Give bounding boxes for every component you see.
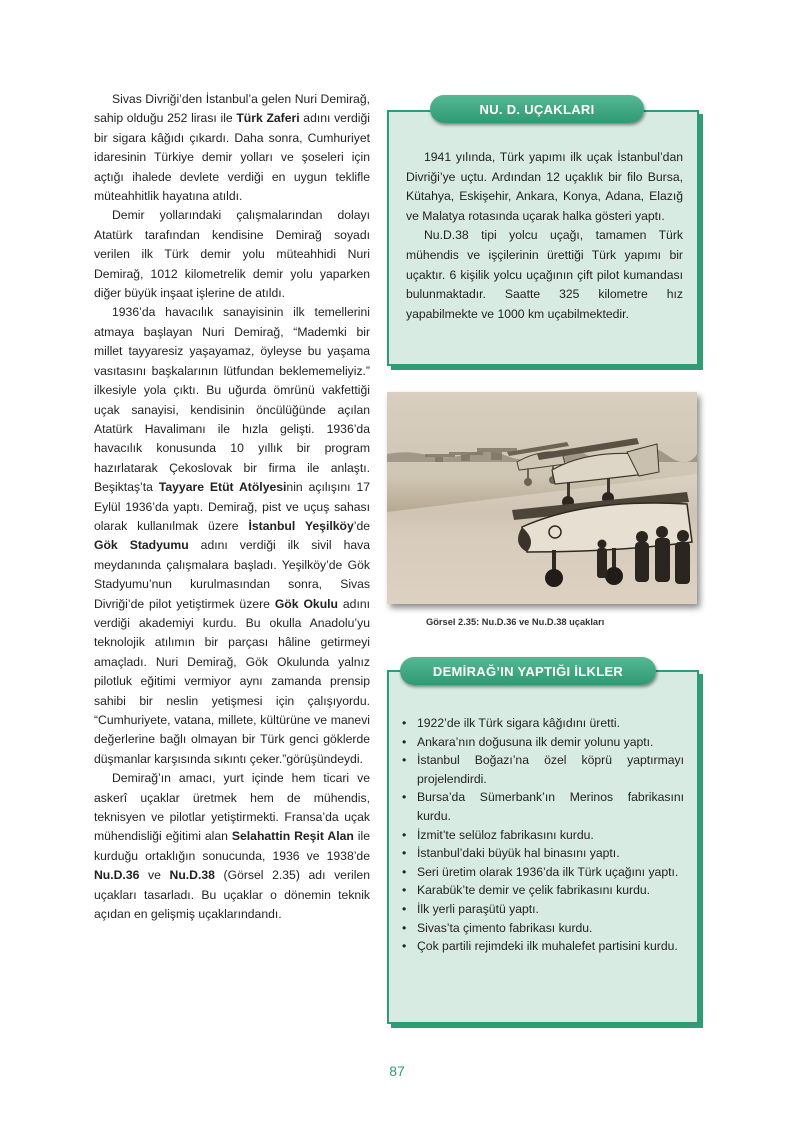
text-span: adını verdiği ilk sivil hava meydanında çalışmalara başladı. Yeşilköy’de Gök Stadyumu’nun kurulmasından sonra, Sivas Divriği’de pilot yetiştirmek üzere <box>94 538 370 611</box>
bold-term: Nu.D.38 <box>169 868 215 883</box>
list-item-text: İzmit’te selüloz fabrikasını kurdu. <box>417 827 594 842</box>
page-number: 87 <box>389 1063 405 1079</box>
bullet-icon: • <box>402 939 407 954</box>
aircraft-box-text <box>406 148 683 324</box>
list-item <box>402 937 684 956</box>
text-span: ’de <box>353 518 370 533</box>
main-text-column <box>94 90 370 924</box>
list-item <box>402 733 684 752</box>
text-span: ile kurduğu ortaklığın sonucunda, 1936 ve 1938’de <box>94 829 370 863</box>
list-item-text: İstanbul’daki büyük hal binasını yaptı. <box>417 846 620 861</box>
aircraft-box-title: NU. D. UÇAKLARI <box>430 95 644 123</box>
text-span: adını verdiği akademiyi kurdu. Bu okulla Anadolu’yu teknolojik atılımın bir parçası hâline getirmeyi amaçladı. Nuri Demirağ, Gök Okulunda yalnız pilotluk eğitimi vermiyor aynı zamanda prensip sahibi bir neslin yetişmesi için çalışıyordu. “Cumhuriyete, vatana, millete, kültürüne ve manevi değerlerine bağlı olmayan bir Türk genci göklerde düşmanlar karşısında sıkıntı çeker.”görüşündeydi. <box>94 596 370 766</box>
list-item <box>402 900 684 919</box>
list-item-text: Karabük’te demir ve çelik fabrikasını kurdu. <box>417 883 651 898</box>
bullet-icon: • <box>402 734 407 749</box>
list-item-text: İstanbul Boğazı’na özel köprü yaptırmayı projelendirdi. <box>417 753 684 786</box>
firsts-list <box>402 714 684 956</box>
bold-term: İstanbul Yeşilköy <box>248 518 354 533</box>
bold-term: Türk Zaferi <box>236 111 300 126</box>
bold-term: Gök Okulu <box>274 596 338 611</box>
bullet-icon: • <box>402 901 407 916</box>
list-item-text: Sivas’ta çimento fabrikası kurdu. <box>417 920 593 935</box>
text-span: ve <box>139 868 170 883</box>
paragraph-4 <box>94 769 370 924</box>
text-span: nin açılışını 17 Eylül 1936’da yaptı. Demirağ, pist ve uçuş sahası olarak kullanılmak üzere <box>94 480 371 533</box>
bullet-icon: • <box>402 864 407 879</box>
text-span: adını verdiği bir sigara kâğıdı çıkardı. Daha sonra, Cumhuriyet idaresinin Türkiye demir yolları ve şoseleri için açtığı ihalede devlete verdiği en uygun teklifle müteahhitlik hayatına atıldı. <box>94 111 370 204</box>
list-item <box>402 844 684 863</box>
list-item <box>402 714 684 733</box>
firsts-box-title: DEMİRAĞ’IN YAPTIĞI İLKLER <box>400 657 656 685</box>
bullet-icon: • <box>402 827 407 842</box>
bold-term: Tayyare Etüt Atölyesi <box>158 480 287 495</box>
paragraph-1 <box>94 90 370 206</box>
bullet-icon: • <box>402 846 407 861</box>
text-span: Sivas Divriği’den İstanbul’a gelen Nuri Demirağ, sahip olduğu 252 lirası ile <box>94 92 370 126</box>
bullet-icon: • <box>402 716 407 730</box>
aircraft-photo <box>387 392 697 604</box>
bullet-icon: • <box>402 920 407 935</box>
bold-term: Nu.D.36 <box>94 868 140 883</box>
list-item-text: Seri üretim olarak 1936’da ilk Türk uçağını yaptı. <box>417 864 679 879</box>
list-item-text: İlk yerli paraşütü yaptı. <box>417 901 539 916</box>
text-span: (Görsel 2.35) adı verilen uçakları tasarladı. Bu uçaklar o dönemin teknik açıdan en gelişmiş uçaklarındandı. <box>94 868 370 922</box>
list-item-text: Çok partili rejimdeki ilk muhalefet partisini kurdu. <box>417 939 678 954</box>
list-item <box>402 788 684 825</box>
list-item-text: Ankara’nın doğusuna ilk demir yolunu yaptı. <box>417 734 654 749</box>
list-item-text: 1922’de ilk Türk sigara kâğıdını üretti. <box>417 716 621 730</box>
paragraph-3 <box>94 303 370 769</box>
photo-caption: Görsel 2.35: Nu.D.36 ve Nu.D.38 uçakları <box>426 617 605 627</box>
text-span: Demirağ’ın amacı, yurt içinde hem ticari ve askerî uçaklar üretmek hem de mühendis, teknisyen ve pilotlar yetiştirmekti. Fransa’da uçak mühendisliği eğitimi alan <box>94 771 370 844</box>
bullet-icon: • <box>402 883 407 898</box>
paragraph-2: Demir yollarındaki çalışmalarından dolayı Atatürk tarafından kendisine Demirağ soyadı verilen ilk Türk demir yolu müteahhidi Nuri Demirağ, 1012 kilometrelik demir yolu yaparken diğer büyük inşaat işlerine de atıldı. <box>94 208 370 301</box>
list-item-text: Bursa’da Sümerbank’ın Merinos fabrikasını kurdu. <box>417 790 684 823</box>
aircraft-paragraph-2: Nu.D.38 tipi yolcu uçağı, tamamen Türk mühendis ve işçilerinin ürettiği Türk yapımı bir uçaktır. 6 kişilik yolcu uçağının çift pilot kumandası bulunmaktadır. Saatte 325 kilometre hız yapabilmekte ve 1000 km uçabilmektedir. <box>406 228 683 321</box>
aircraft-photo-illustration <box>387 392 697 604</box>
aircraft-paragraph-1: 1941 yılında, Türk yapımı ilk uçak İstanbul’dan Divriği’ye uçtu. Ardından 12 uçaklık bir filo Bursa, Kütahya, Eskişehir, Ankara, Konya, Adana, Elazığ ve Malatya rotasında uçarak halka gösteri yaptı. <box>406 150 683 223</box>
bold-term: Selahattin Reşit Alan <box>231 829 354 844</box>
bold-term: Gök Stadyumu <box>94 538 189 553</box>
list-item <box>402 881 684 900</box>
list-item <box>402 919 684 938</box>
bullet-icon: • <box>402 753 407 768</box>
list-item <box>402 826 684 845</box>
list-item <box>402 751 684 788</box>
text-span: 1936’da havacılık sanayisinin ilk temellerini atmaya başlayan Nuri Demirağ, “Mademki bir millet tayyaresiz yaşayamaz, öyleyse bu yaşama vasıtasını başkalarının lütfundan beklememeliyiz.” ilkesiyle yola çıktı. Bu uğurda ömrünü vakfettiği uçak sanayisi, kendisinin öncülüğünde açılan Atatürk Havalimanı ile hızla gelişti. 1936’da havacılık konusunda 10 yıllık bir program hazırlatarak Çekoslovak bir firma ile anlaştı. Beşiktaş’ta <box>94 305 370 495</box>
list-item <box>402 863 684 882</box>
bullet-icon: • <box>402 790 407 805</box>
